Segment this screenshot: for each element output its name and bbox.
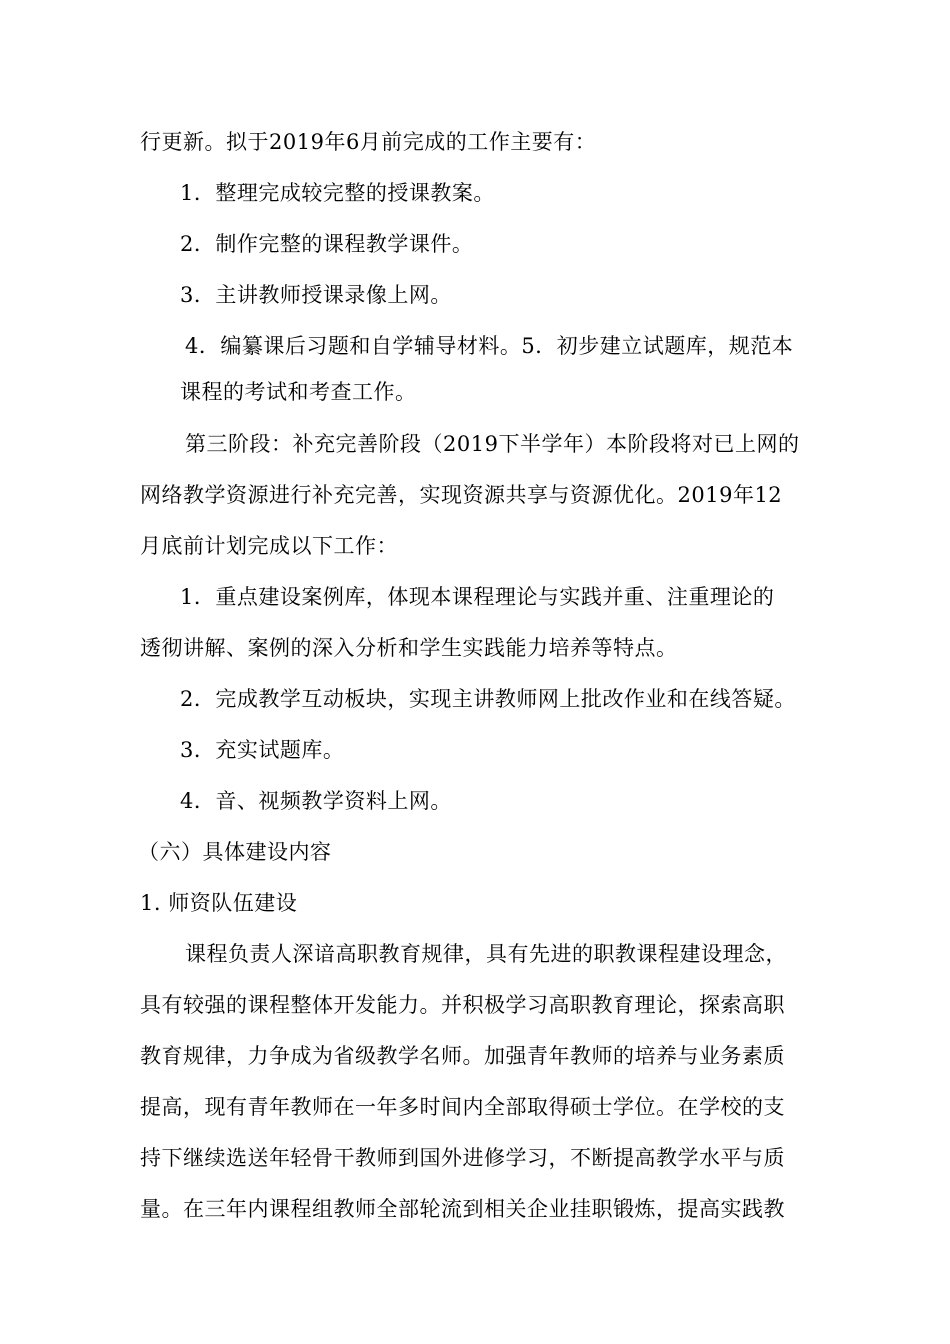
list-item: 1．重点建设案例库，体现本课程理论与实践并重、注重理论的 <box>180 585 775 609</box>
text-line: 月底前计划完成以下工作： <box>140 534 398 558</box>
section-heading: （六）具体建设内容 <box>138 840 332 864</box>
list-item: 4．音、视频教学资料上网。 <box>180 789 452 813</box>
paragraph-start: 课程负责人深谙高职教育规律，具有先进的职教课程建设理念， <box>185 942 787 966</box>
subsection-heading: 1. 师资队伍建设 <box>140 891 298 915</box>
text-line: 教育规律，力争成为省级教学名师。加强青年教师的培养与业务素质 <box>140 1044 785 1068</box>
text-line: 课程的考试和考查工作。 <box>180 380 417 404</box>
list-item: 1．整理完成较完整的授课教案。 <box>180 181 495 205</box>
list-item: 4．编纂课后习题和自学辅导材料。5．初步建立试题库，规范本 <box>185 334 794 358</box>
text-line: 量。在三年内课程组教师全部轮流到相关企业挂职锻炼，提高实践教 <box>140 1197 785 1221</box>
text-line: 行更新。拟于2019年6月前完成的工作主要有： <box>140 130 597 154</box>
list-item: 2．制作完整的课程教学课件。 <box>180 232 474 256</box>
text-line: 持下继续选送年轻骨干教师到国外进修学习，不断提高教学水平与质 <box>140 1146 785 1170</box>
list-item: 3．充实试题库。 <box>180 738 345 762</box>
list-item: 3．主讲教师授课录像上网。 <box>180 283 452 307</box>
list-item: 2．完成教学互动板块，实现主讲教师网上批改作业和在线答疑。 <box>180 687 796 711</box>
text-line: 透彻讲解、案例的深入分析和学生实践能力培养等特点。 <box>140 636 678 660</box>
text-line: 具有较强的课程整体开发能力。并积极学习高职教育理论，探索高职 <box>140 993 785 1017</box>
text-line: 提高，现有青年教师在一年多时间内全部取得硕士学位。在学校的支 <box>140 1095 785 1119</box>
text-line: 网络教学资源进行补充完善，实现资源共享与资源优化。2019年12 <box>140 483 783 507</box>
paragraph-start: 第三阶段：补充完善阶段（2019下半学年）本阶段将对已上网的 <box>185 432 800 456</box>
